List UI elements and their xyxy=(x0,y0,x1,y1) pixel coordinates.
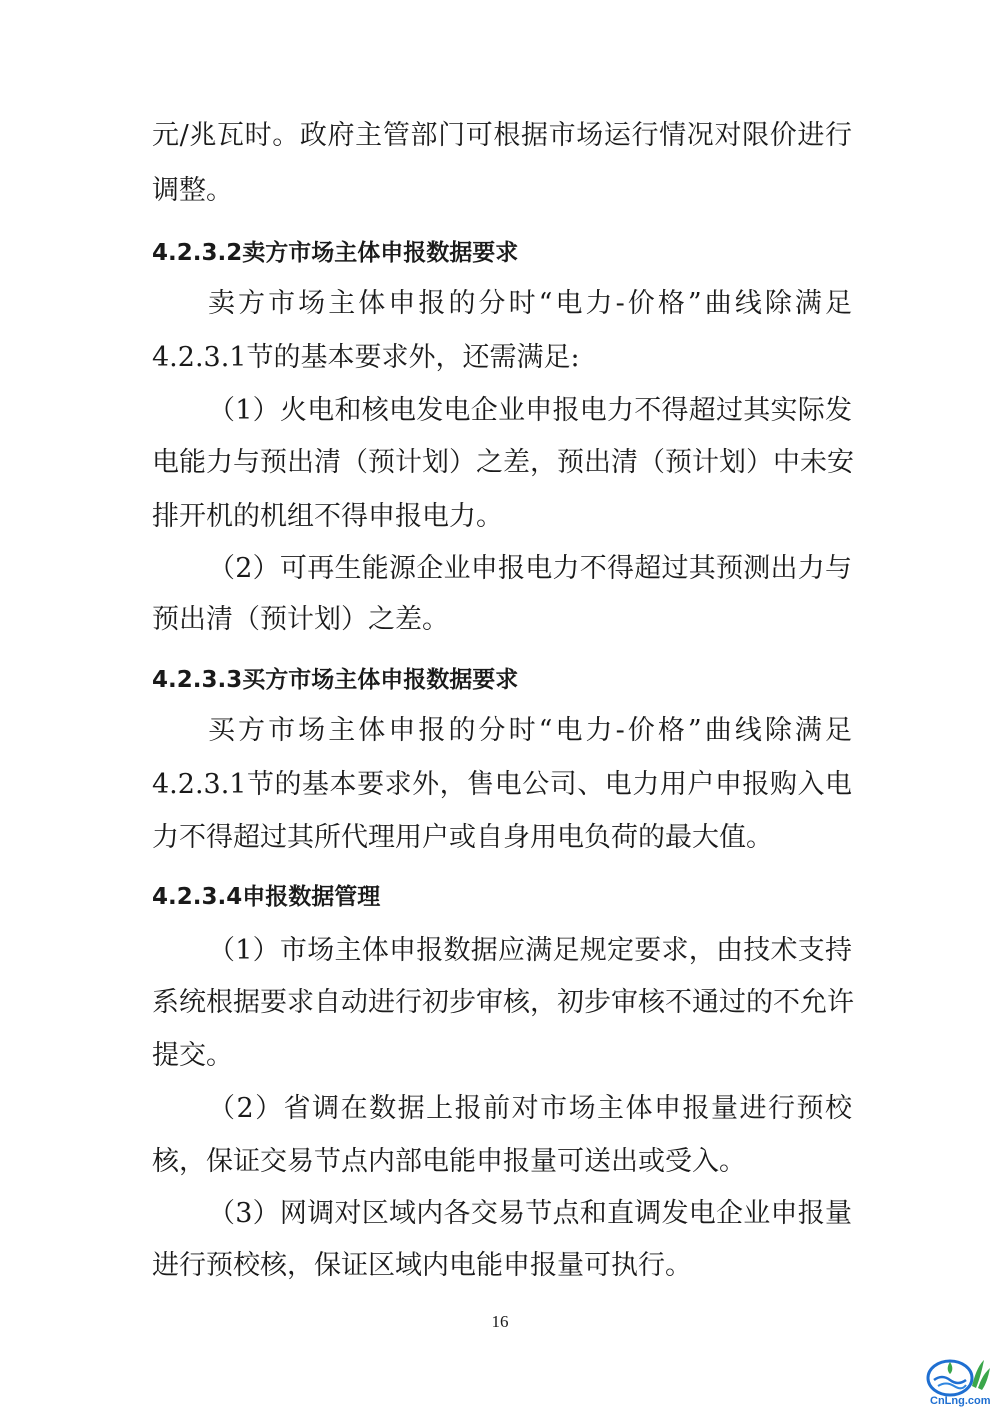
body-line: 系统根据要求自动进行初步审核，初步审核不通过的不允许 xyxy=(152,987,854,1018)
body-line: 4.2.3.1节的基本要求外，还需满足: xyxy=(152,342,580,373)
watermark-text: CnLng.com xyxy=(930,1395,991,1407)
body-line: 卖方市场主体申报的分时“电力-价格”曲线除满足 xyxy=(208,288,852,319)
section-heading-4-2-3-4: 4.2.3.4申报数据管理 xyxy=(152,884,381,910)
body-line: （1）火电和核电发电企业申报电力不得超过其实际发 xyxy=(208,395,852,426)
body-line: （1）市场主体申报数据应满足规定要求，由技术支持 xyxy=(208,935,852,966)
watermark-logo xyxy=(924,1356,994,1408)
cnlng-logo-icon xyxy=(924,1356,994,1408)
body-line: （2）可再生能源企业申报电力不得超过其预测出力与 xyxy=(208,553,852,584)
body-line: 进行预校核，保证区域内电能申报量可执行。 xyxy=(152,1250,692,1281)
body-line: 元/兆瓦时。政府主管部门可根据市场运行情况对限价进行 xyxy=(152,120,852,151)
body-line: 排开机的机组不得申报电力。 xyxy=(152,501,503,532)
body-line: （3）网调对区域内各交易节点和直调发电企业申报量 xyxy=(208,1198,852,1229)
section-heading-4-2-3-2: 4.2.3.2卖方市场主体申报数据要求 xyxy=(152,240,519,266)
body-line: 4.2.3.1节的基本要求外，售电公司、电力用户申报购入电 xyxy=(152,769,852,800)
body-line: 提交。 xyxy=(152,1040,233,1071)
body-line: 调整。 xyxy=(152,175,233,206)
page-number: 16 xyxy=(491,1312,509,1331)
body-line: 买方市场主体申报的分时“电力-价格”曲线除满足 xyxy=(208,715,852,746)
body-line: 力不得超过其所代理用户或自身用电负荷的最大值。 xyxy=(152,822,773,853)
body-line: 预出清（预计划）之差。 xyxy=(152,604,449,635)
body-line: 电能力与预出清（预计划）之差，预出清（预计划）中未安 xyxy=(152,447,854,478)
body-line: （2）省调在数据上报前对市场主体申报量进行预校 xyxy=(208,1093,852,1124)
body-line: 核，保证交易节点内部电能申报量可送出或受入。 xyxy=(152,1146,746,1177)
section-heading-4-2-3-3: 4.2.3.3买方市场主体申报数据要求 xyxy=(152,667,519,693)
